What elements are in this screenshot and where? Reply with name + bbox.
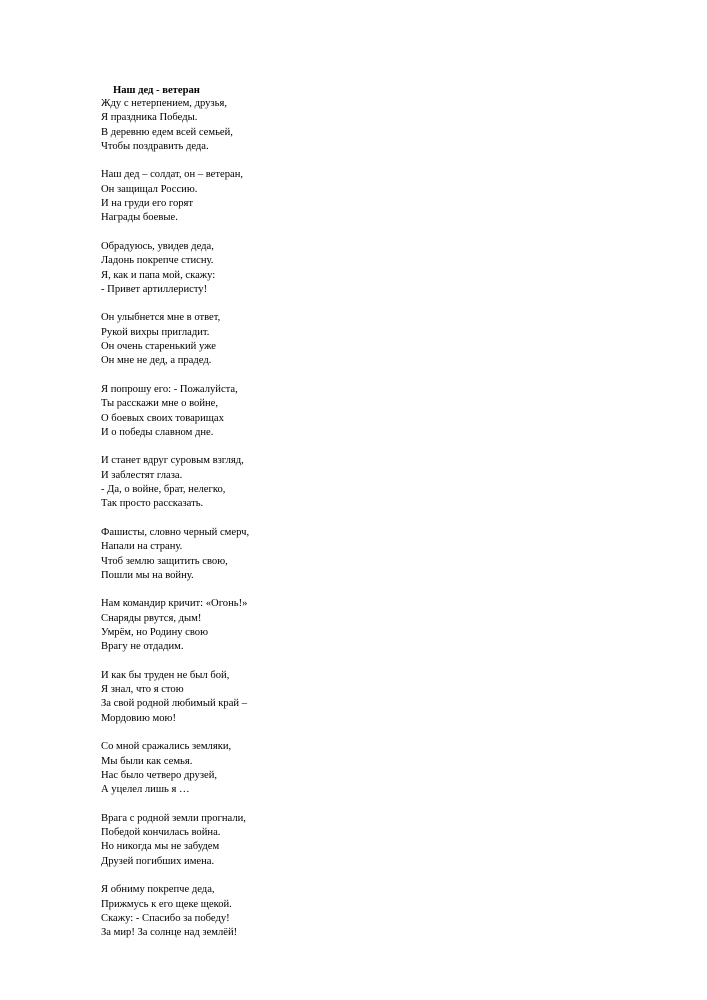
poem-line: Рукой вихры пригладит. <box>101 326 210 338</box>
poem-line: Врагу не отдадим. <box>101 641 184 653</box>
poem-line: За свой родной любимый край – <box>101 698 248 710</box>
poem-line: Снаряды рвутся, дым! <box>101 612 202 624</box>
poem-line: А уцелел лишь я … <box>101 784 190 796</box>
stanza <box>101 669 501 726</box>
poem-line: Чтобы поздравить деда. <box>101 140 209 152</box>
poem-line: Он улыбнется мне в ответ, <box>101 312 221 324</box>
poem-line: Нас было четверо друзей, <box>101 769 218 781</box>
poem-line: Он защищал Россию. <box>101 183 198 195</box>
stanza <box>101 454 501 511</box>
poem-line: Пошли мы на войну. <box>101 569 194 581</box>
poem-line: И как бы труден не был бой, <box>101 669 230 681</box>
poem-line: Ты расскажи мне о войне, <box>101 398 219 410</box>
poem-line: Напали на страну. <box>101 541 183 553</box>
stanza <box>101 383 501 440</box>
poem-line: Наш дед – солдат, он – ветеран, <box>101 169 244 181</box>
poem-line: И станет вдруг суровым взгляд, <box>101 455 244 467</box>
poem-line: Чтоб землю защитить свою, <box>101 555 228 567</box>
poem-line: За мир! За солнце над землёй! <box>101 927 238 939</box>
poem-line: Скажу: - Спасибо за победу! <box>101 912 230 924</box>
poem-line: Врага с родной земли прогнали, <box>101 812 246 824</box>
poem-line: Жду с нетерпением, друзья, <box>101 98 227 109</box>
poem-line: Я обниму покрепче деда, <box>101 884 215 896</box>
poem-line: О боевых своих товарищах <box>101 412 224 424</box>
stanza <box>101 740 501 797</box>
poem-title: Наш дед - ветеран <box>113 85 200 96</box>
poem-line: И на груди его горят <box>101 198 194 210</box>
poem-line: И заблестят глаза. <box>101 469 183 481</box>
stanza <box>101 526 501 583</box>
stanza <box>101 883 501 940</box>
stanza <box>101 311 501 368</box>
poem-line: Победой кончилась война. <box>101 827 221 839</box>
poem-line: Обрадуюсь, увидев деда, <box>101 240 214 252</box>
poem-line: Со мной сражались земляки, <box>101 741 232 753</box>
poem-line: Мордовию мою! <box>101 712 176 724</box>
poem-line: Награды боевые. <box>101 212 178 224</box>
poem-body <box>101 97 501 955</box>
poem-line: Но никогда мы не забудем <box>101 841 220 853</box>
poem-line: Мы были как семья. <box>101 755 193 767</box>
poem-line: Прижмусь к его щеке щекой. <box>101 898 232 910</box>
poem-line: Я попрошу его: - Пожалуйста, <box>101 383 238 395</box>
poem-line: Так просто рассказать. <box>101 498 204 510</box>
poem-line: Умрём, но Родину свою <box>101 626 209 638</box>
poem-line: Я, как и папа мой, скажу: <box>101 269 216 281</box>
poem-line: Друзей погибших имена. <box>101 855 215 867</box>
stanza <box>101 97 501 154</box>
poem-line: В деревню едем всей семьей, <box>101 126 233 138</box>
poem-line: Он очень старенький уже <box>101 341 217 353</box>
poem-line: - Привет артиллеристу! <box>101 283 208 295</box>
stanza <box>101 812 501 869</box>
poem-line: Я знал, что я стою <box>101 684 184 696</box>
poem-line: - Да, о войне, брат, нелегко, <box>101 484 226 496</box>
poem-line: Он мне не дед, а прадед. <box>101 355 212 367</box>
poem-line: Ладонь покрепче стисну. <box>101 255 214 267</box>
poem-line: Нам командир кричит: «Огонь!» <box>101 598 248 610</box>
poem-line: И о победы славном дне. <box>101 426 214 438</box>
stanza <box>101 168 501 225</box>
stanza <box>101 597 501 654</box>
poem-line: Я праздника Победы. <box>101 112 198 124</box>
stanza <box>101 240 501 297</box>
poem-line: Фашисты, словно черный смерч, <box>101 526 250 538</box>
